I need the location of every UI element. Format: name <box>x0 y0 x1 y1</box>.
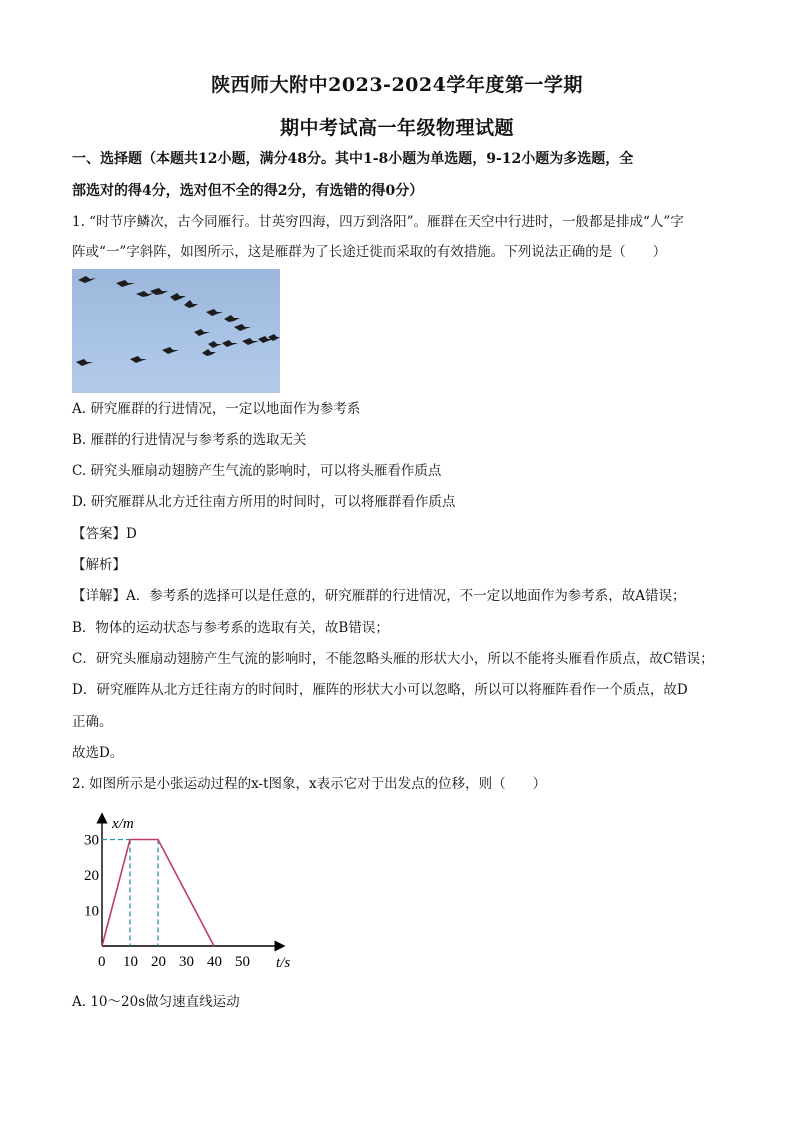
q1-detail-line5: 正确。 <box>72 714 113 730</box>
q1-detail-line2: B．物体的运动状态与参考系的选取有关，故B错误； <box>72 620 389 636</box>
q1-stem-line2: 阵或“一”字斜阵，如图所示，这是雁群为了长途迁徙而采取的有效措施。下列说法正确的是（ ） <box>72 244 667 260</box>
x-tick-label-40: 40 <box>207 954 222 970</box>
y-tick-label-10: 10 <box>84 903 99 920</box>
page-title-line1: 陕西师大附中2023-2024学年度第一学期 <box>211 74 583 96</box>
x-tick-label-30: 30 <box>179 954 194 970</box>
q2-option-a: A. 10～20s做匀速直线运动 <box>72 994 240 1010</box>
q1-option-c: C. 研究头雁扇动翅膀产生气流的影响时，可以将头雁看作质点 <box>72 463 442 479</box>
q1-analysis-label: 【解析】 <box>72 557 126 573</box>
y-tick-label-20: 20 <box>84 868 99 884</box>
q1-detail-line6: 故选D。 <box>72 745 124 761</box>
x-tick-label-10: 10 <box>123 954 138 970</box>
y-tick-label-30: 30 <box>84 832 99 849</box>
y-axis-label: x/m <box>112 816 134 832</box>
q1-stem-line1: 1. “时节序鳞次，古今同雁行。甘英穷四海，四万到洛阳”。雁群在天空中行进时，一般都是排成“人”字 <box>72 214 684 230</box>
q1-detail-line3: C．研究头雁扇动翅膀产生气流的影响时，不能忽略头雁的形状大小，所以不能将头雁看作质点，故C错误； <box>72 651 714 667</box>
q1-option-d: D. 研究雁群从北方迁往南方所用的时间时，可以将雁群看作质点 <box>72 494 456 510</box>
x-tick-label-20: 20 <box>151 954 166 970</box>
xt-graph <box>82 812 312 972</box>
q1-option-a: A. 研究雁群的行进情况，一定以地面作为参考系 <box>72 401 361 417</box>
section-heading-line2: 部选对的得4分，选对但不全的得2分，有选错的得0分） <box>72 183 424 199</box>
x-tick-label-50: 50 <box>235 954 250 970</box>
q2-stem: 2. 如图所示是小张运动过程的x-t图象，x表示它对于出发点的位移，则（ ） <box>72 776 547 792</box>
x-tick-label-0: 0 <box>98 954 106 970</box>
q1-answer: 【答案】D <box>72 526 137 542</box>
q1-option-b: B. 雁群的行进情况与参考系的选取无关 <box>72 432 307 448</box>
page-title-line2: 期中考试高一年级物理试题 <box>279 117 514 139</box>
section-heading-line1: 一、选择题（本题共12小题，满分48分。其中1-8小题为单选题，9-12小题为多选题，全 <box>72 151 634 167</box>
geese-photo <box>72 269 280 393</box>
geese-flock-image <box>72 269 280 393</box>
q1-detail-line1: 【详解】A．参考系的选择可以是任意的，研究雁群的行进情况，不一定以地面作为参考系，故A错误； <box>72 588 686 604</box>
x-axis-label: t/s <box>276 955 291 971</box>
q1-detail-line4: D．研究雁阵从北方迁往南方的时间时，雁阵的形状大小可以忽略，所以可以将雁阵看作一个质点，故D <box>72 682 688 698</box>
